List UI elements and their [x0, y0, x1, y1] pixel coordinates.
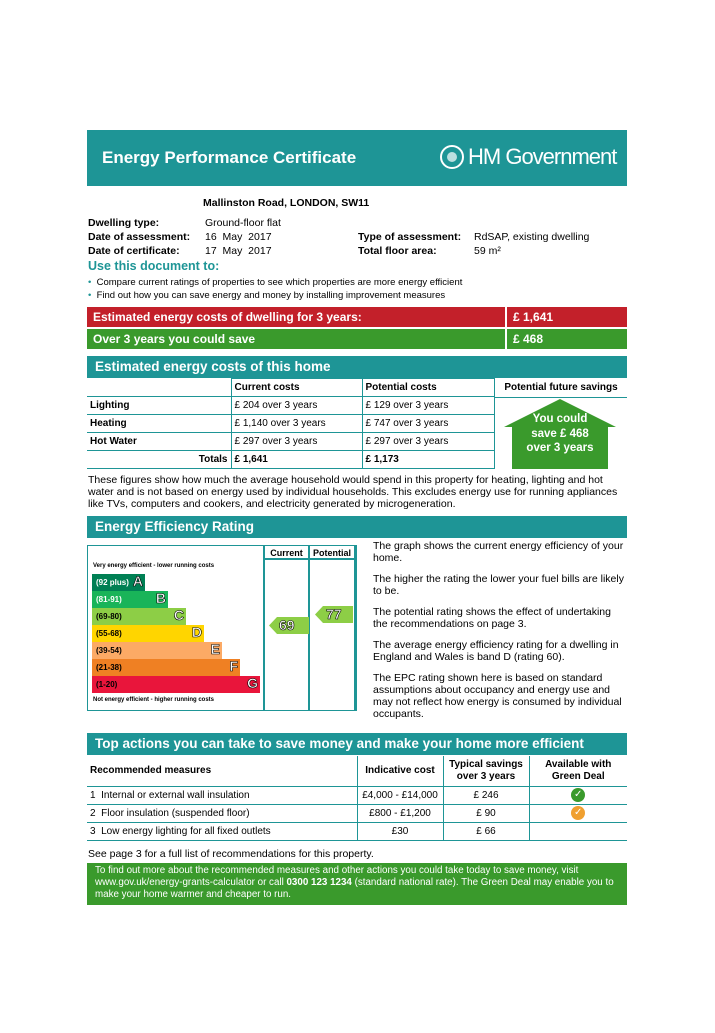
type-assessment-label: Type of assessment:: [358, 231, 462, 243]
table-row: Hot Water £ 297 over 3 years £ 297 over 3 years: [87, 433, 495, 451]
save-banner-value: £ 468: [507, 329, 627, 349]
check-icon: ✓: [571, 788, 585, 802]
date-certificate-label: Date of certificate:: [88, 245, 180, 257]
potential-header: Potential: [310, 546, 354, 560]
band-letter: C: [173, 607, 184, 623]
cost-banners: [87, 307, 627, 349]
current-rating-marker: [269, 617, 309, 634]
chart-top-label: Very energy efficient - lower running costs: [93, 563, 215, 569]
dwelling-type-label: Dwelling type:: [88, 217, 160, 229]
header-bar: [87, 130, 627, 186]
cost-banner-value: £ 1,641: [507, 307, 627, 327]
col-green-deal: Available with Green Deal: [529, 756, 627, 786]
list-item: • Compare current ratings of properties to see which properties are more energy efficient: [88, 277, 463, 288]
dwelling-type: Ground-floor flat: [205, 217, 281, 229]
savings-amount: save £ 468: [531, 428, 589, 440]
band-range: (21-38): [96, 663, 122, 672]
potential-rating: 77: [326, 606, 342, 622]
date-assessment-label: Date of assessment:: [88, 231, 191, 243]
cost-banner-label: Estimated energy costs of dwelling for 3 years:: [87, 307, 505, 327]
floor-area-label: Total floor area:: [358, 245, 437, 257]
band-range: (81-91): [96, 595, 122, 604]
band-range: (39-54): [96, 646, 122, 655]
col-potential: Potential costs: [362, 379, 495, 397]
savings-arrow: [504, 399, 616, 469]
rating-chart: [87, 545, 357, 711]
date-assessment: 16 May 2017: [205, 231, 272, 243]
col-measure: Recommended measures: [87, 756, 357, 786]
band-range: (1-20): [96, 680, 118, 689]
details-right: [358, 230, 461, 258]
band-letter: B: [155, 590, 166, 606]
use-doc-list: [88, 276, 462, 302]
details-left: [88, 216, 190, 258]
col-future-savings: Potential future savings: [495, 378, 627, 398]
table-row: Heating £ 1,140 over 3 years £ 747 over 3 years: [87, 415, 495, 433]
actions-table: [87, 756, 627, 841]
band-e: [92, 642, 222, 659]
table-header-row: [87, 756, 627, 786]
totals-row: Totals £ 1,641 £ 1,173: [87, 451, 495, 469]
rating-section-title: Energy Efficiency Rating: [87, 516, 627, 538]
date-certificate: 17 May 2017: [205, 245, 272, 257]
table-row: 2 Floor insulation (suspended floor) £800 - £1,200 £ 90 ✓: [87, 804, 627, 822]
band-range: (55-68): [96, 629, 122, 638]
figures-note: These figures show how much the average household would spend in this property for heating, lighting and hot water and is not based on energy used by individual households. This excludes energy use for running appliances like TVs, computers and cookers, and electricity generated by microgeneration.: [88, 474, 618, 510]
crest-icon: [440, 145, 464, 169]
details-right-values: [474, 230, 589, 258]
band-letter: E: [210, 641, 220, 657]
potential-rating-marker: [315, 606, 353, 623]
col-cost: Indicative cost: [357, 756, 443, 786]
rating-explanation: The graph shows the current energy efficiency of your home. The higher the rating the lower your fuel bills are likely to be. The potential rating shows the effect of undertaking the recommendations on page 3. The average energy efficiency rating for a dwelling in England and Wales is band D (rating 60). The EPC rating shown here is based on standard assumptions about occupancy and energy use and may not reflect how energy is consumed by individual occupants.: [373, 540, 624, 720]
details-left-values: [205, 216, 281, 258]
costs-table: [87, 378, 495, 469]
see-page-note: See page 3 for a full list of recommendations for this property.: [88, 848, 374, 860]
potential-column: [310, 546, 356, 710]
table-row: 1 Internal or external wall insulation £4,000 - £14,000 £ 246 ✓: [87, 786, 627, 804]
band-letter: G: [247, 675, 258, 691]
bands: [92, 574, 260, 693]
phone-number[interactable]: 0300 123 1234: [286, 877, 352, 888]
band-letter: D: [191, 624, 202, 640]
band-range: (69-80): [96, 612, 122, 621]
page-title: Energy Performance Certificate: [102, 148, 357, 167]
address: Mallinston Road, LONDON, SW11: [203, 197, 370, 209]
save-banner-label: Over 3 years you could save: [87, 329, 505, 349]
actions-section-title: Top actions you can take to save money and make your home more efficient: [87, 733, 627, 755]
type-assessment: RdSAP, existing dwelling: [474, 231, 590, 243]
band-range: (92 plus): [96, 578, 129, 587]
costs-section-title: Estimated energy costs of this home: [87, 356, 627, 378]
current-header: Current: [265, 546, 308, 560]
gov-logo: HM Government: [440, 144, 616, 170]
savings-period: over 3 years: [526, 442, 594, 454]
table-header-row: [87, 379, 495, 397]
band-c: [92, 608, 186, 625]
floor-area: 59 m²: [474, 245, 501, 257]
chart-bottom-label: Not energy efficient - higher running costs: [93, 697, 215, 703]
band-d: [92, 625, 204, 642]
table-row: 3 Low energy lighting for all fixed outlets £30 £ 66: [87, 822, 627, 840]
band-f: [92, 659, 240, 676]
col-savings: Typical savings over 3 years: [443, 756, 529, 786]
savings-intro: You could: [532, 413, 588, 425]
band-b: [92, 591, 168, 608]
table-row: Lighting £ 204 over 3 years £ 129 over 3 years: [87, 397, 495, 415]
list-item: • Find out how you can save energy and money by installing improvement measures: [88, 290, 446, 301]
use-doc-title: Use this document to:: [88, 259, 220, 273]
col-current: Current costs: [231, 379, 362, 397]
current-rating: 69: [279, 617, 295, 633]
band-letter: A: [132, 573, 143, 589]
band-a: [92, 574, 145, 591]
band-letter: F: [229, 658, 238, 674]
check-icon: ✓: [571, 806, 585, 820]
band-g: [92, 676, 260, 693]
footer-banner: To find out more about the recommended measures and other actions you could take today to save money, visit www.gov.uk/energy-grants-calculator or call 0300 123 1234 (standard national rate). The Green Deal may enable you to make your home warmer and cheaper to run.: [87, 863, 627, 905]
